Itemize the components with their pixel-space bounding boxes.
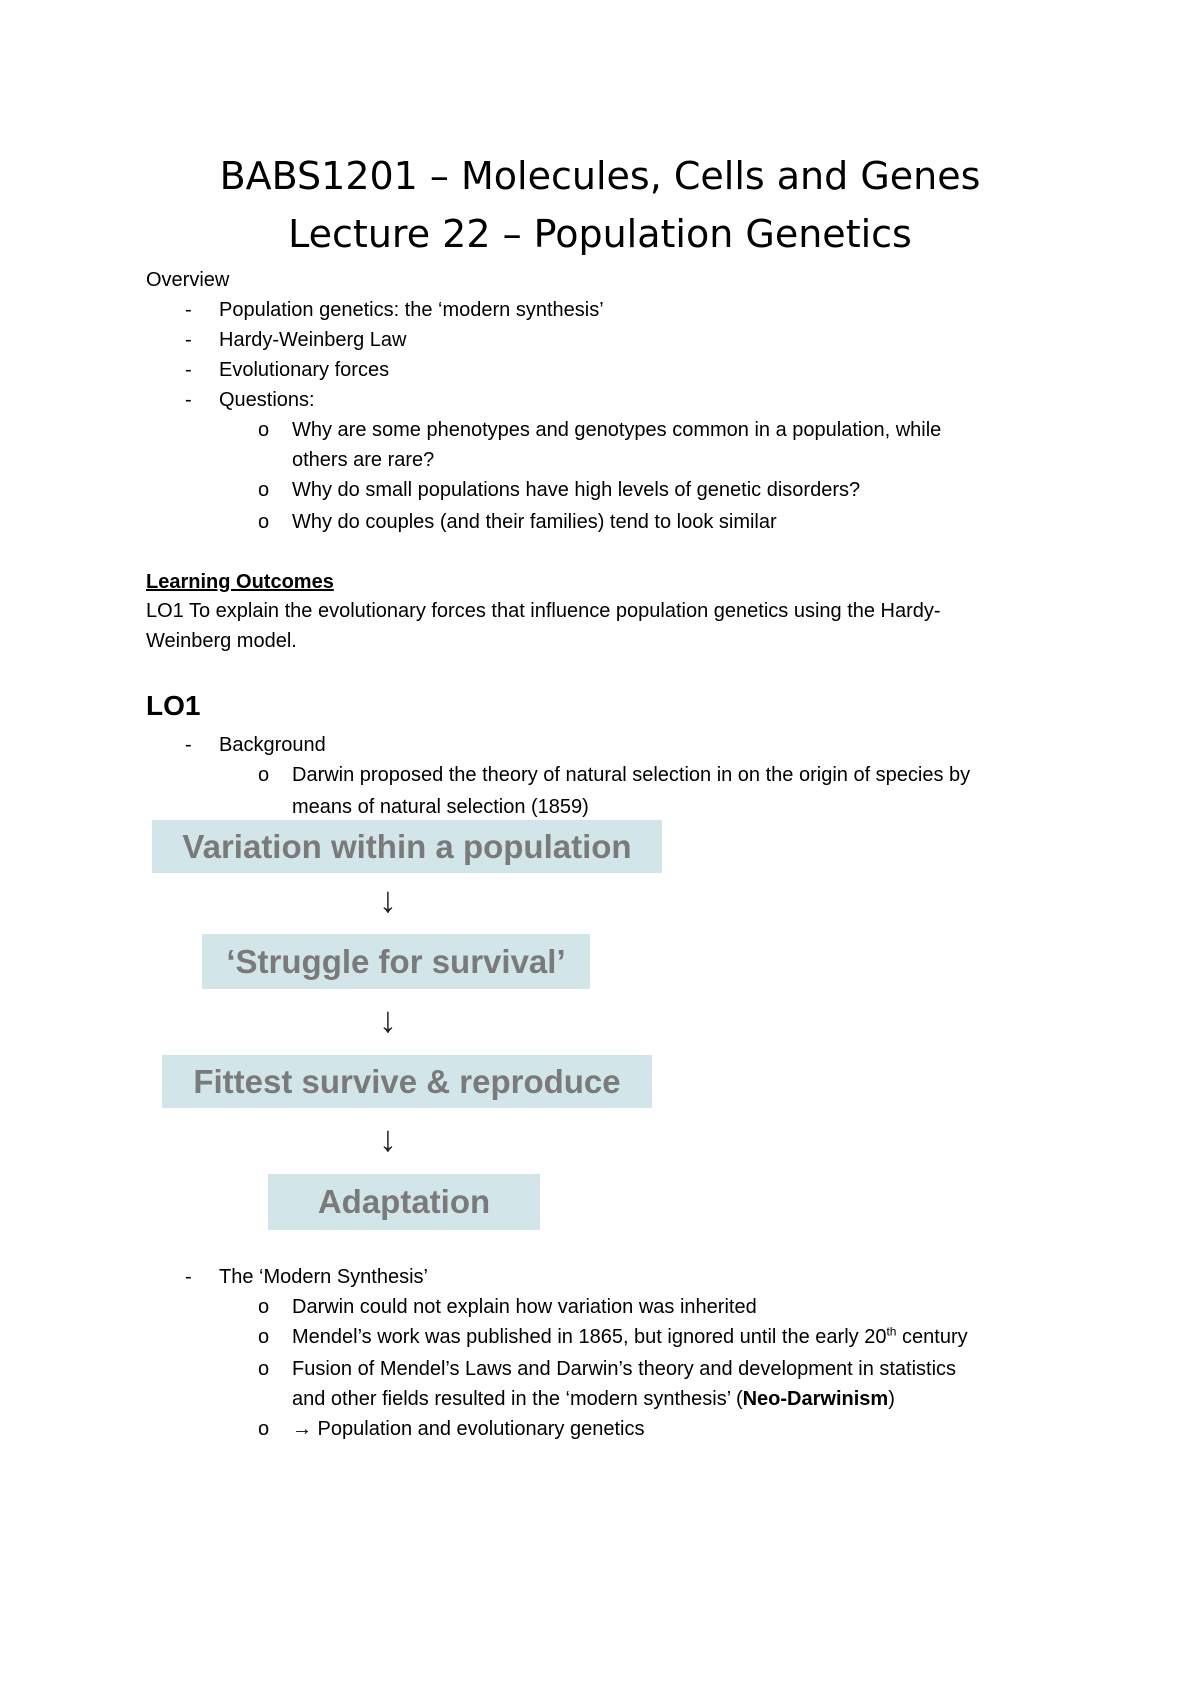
- darwin-bullet-continued: means of natural selection (1859): [292, 796, 589, 818]
- flow-step-fittest: Fittest survive & reproduce: [162, 1055, 652, 1108]
- question-item: Why do small populations have high levels of genetic disorders?: [292, 479, 861, 501]
- mendel-text: Mendel’s work was published in 1865, but ignored until the early 20: [292, 1326, 887, 1348]
- overview-item: Questions:: [219, 389, 315, 411]
- overview-item: Evolutionary forces: [219, 359, 390, 381]
- dash-marker: -: [185, 389, 192, 411]
- down-arrow-icon: ↓: [379, 1118, 397, 1159]
- synthesis-bullet: Darwin could not explain how variation was inherited: [292, 1296, 757, 1318]
- overview-item: Hardy-Weinberg Law: [219, 329, 407, 351]
- darwin-bullet: Darwin proposed the theory of natural selection in on the origin of species by: [292, 764, 971, 786]
- fusion-text-end: ): [888, 1388, 895, 1410]
- learning-outcomes-heading: Learning Outcomes: [146, 571, 334, 593]
- neo-darwinism-term: Neo-Darwinism: [742, 1388, 889, 1410]
- question-item: Why are some phenotypes and genotypes common in a population, while: [292, 419, 942, 441]
- dash-marker: -: [185, 299, 192, 321]
- synthesis-bullet: Fusion of Mendel’s Laws and Darwin’s theory and development in statistics: [292, 1358, 957, 1380]
- bullet-marker: o: [258, 1296, 270, 1318]
- dash-marker: -: [185, 1266, 192, 1288]
- bullet-marker: o: [258, 419, 270, 441]
- mendel-text-end: century: [896, 1326, 968, 1348]
- document-title-line2: Lecture 22 – Population Genetics: [288, 212, 912, 256]
- learning-outcome-lo1-continued: Weinberg model.: [146, 630, 297, 652]
- overview-heading: Overview: [146, 269, 230, 291]
- lo1-section-heading: LO1: [146, 690, 201, 721]
- bullet-marker: o: [258, 511, 270, 533]
- dash-marker: -: [185, 734, 192, 756]
- bullet-marker: o: [258, 1326, 270, 1348]
- down-arrow-icon: ↓: [379, 879, 397, 920]
- document-title-line1: BABS1201 – Molecules, Cells and Genes: [219, 154, 981, 198]
- fusion-text: and other fields resulted in the ‘modern synthesis’ (: [292, 1388, 743, 1410]
- bullet-marker: o: [258, 1418, 270, 1440]
- question-item: Why do couples (and their families) tend to look similar: [292, 511, 777, 533]
- synthesis-bullet: [292, 1322, 1072, 1352]
- bullet-marker: o: [258, 479, 270, 501]
- question-item-continued: others are rare?: [292, 449, 435, 471]
- modern-synthesis-label: The ‘Modern Synthesis’: [219, 1266, 428, 1288]
- synthesis-bullet-continued: [292, 1384, 1072, 1414]
- flow-step-variation: Variation within a population: [152, 820, 662, 873]
- flow-step-struggle: ‘Struggle for survival’: [202, 934, 590, 989]
- dash-marker: -: [185, 359, 192, 381]
- superscript-th: th: [886, 1324, 897, 1339]
- flow-step-adaptation: Adaptation: [268, 1174, 540, 1230]
- bullet-marker: o: [258, 1358, 270, 1380]
- down-arrow-icon: ↓: [379, 999, 397, 1040]
- synthesis-bullet: → Population and evolutionary genetics: [292, 1418, 645, 1440]
- dash-marker: -: [185, 329, 192, 351]
- overview-item: Population genetics: the ‘modern synthesis’: [219, 299, 604, 321]
- bullet-marker: o: [258, 764, 270, 786]
- background-label: Background: [219, 734, 326, 756]
- learning-outcome-lo1: LO1 To explain the evolutionary forces that influence population genetics using the Hardy-: [146, 600, 941, 622]
